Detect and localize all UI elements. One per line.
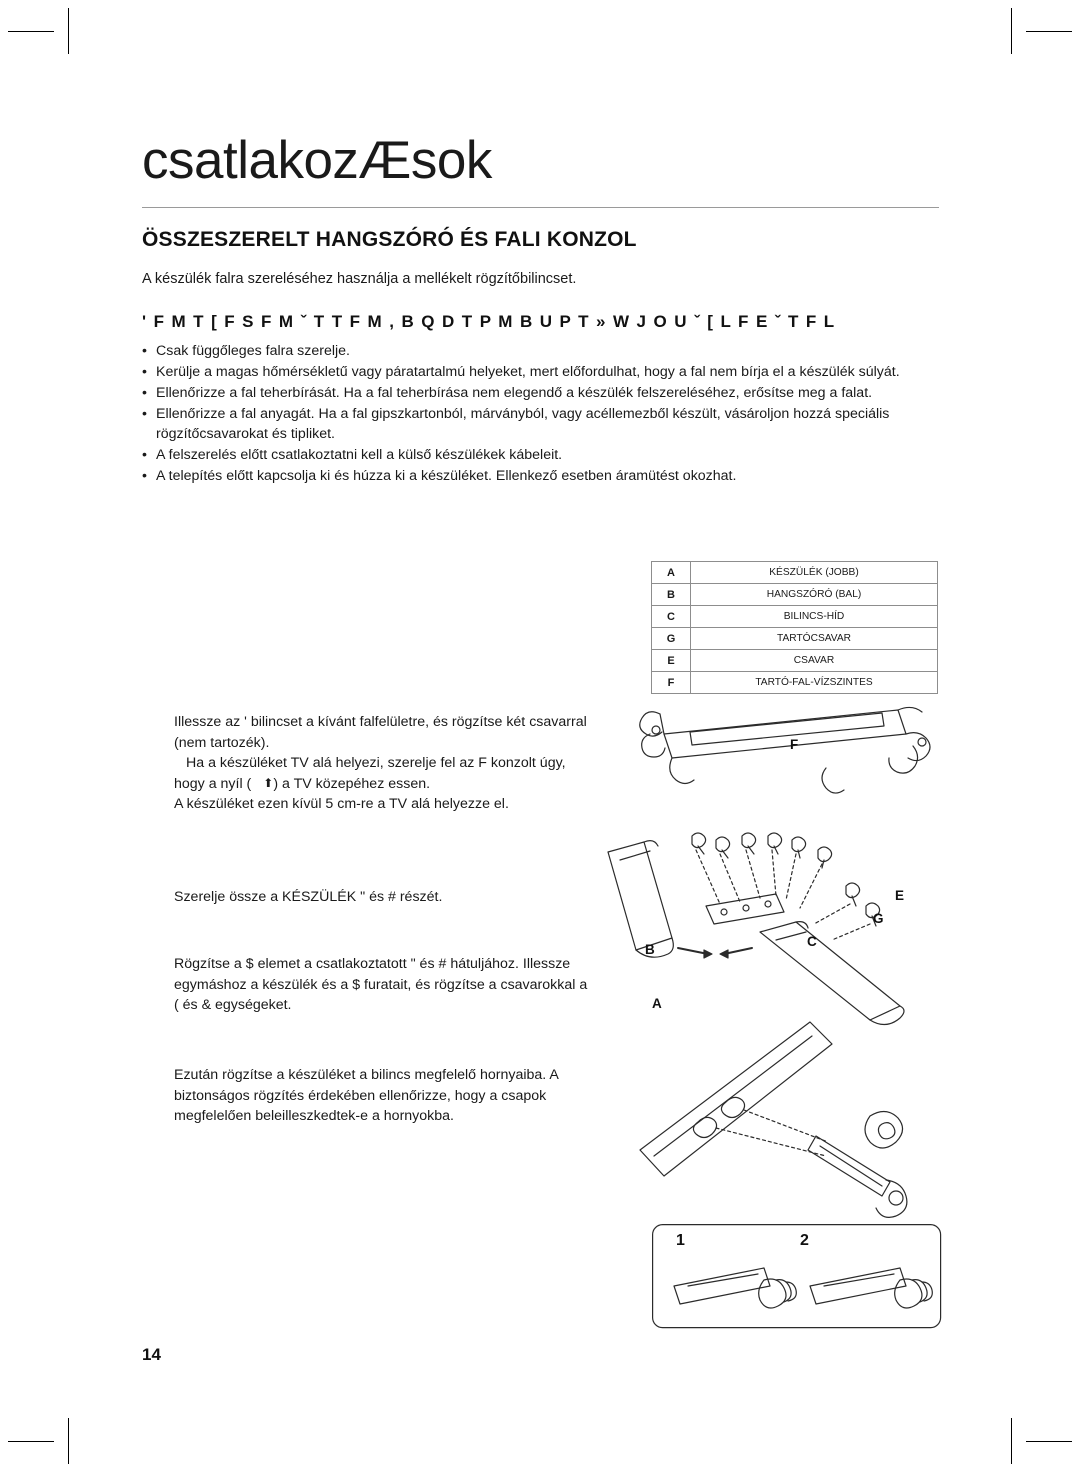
legend-value: CSAVAR xyxy=(691,650,938,672)
list-item: • A felszerelés előtt csatlakoztatni kell a külső készülékek kábeleit. xyxy=(142,445,942,465)
instruction-step-3: Rögzítse a $ elemet a csatlakoztatott " és # hátuljához. Illessze egymáshoz a készülék és a $ furatait, és rögzítse a csavarokkal a ( és & egységeket. xyxy=(174,956,588,1013)
legend-key: E xyxy=(652,650,691,672)
page-number: 14 xyxy=(142,1345,161,1364)
instruction-step-1-line3: A készüléket ezen kívül 5 cm-re a TV alá helyezze el. xyxy=(174,796,509,812)
arrow-up-icon: ⬆ xyxy=(263,775,274,790)
table-row xyxy=(652,650,938,672)
legend-key: C xyxy=(652,606,691,628)
list-item: • Ellenőrizze a fal anyagát. Ha a fal gipszkartonból, márványból, vagy acéllemezből készült, vásároljon hozzá speciális rögzítőcsavarokat és tipliket. xyxy=(142,404,942,444)
instruction-step-1-line2 xyxy=(174,753,594,794)
legend-key: B xyxy=(652,584,691,606)
list-item: • Csak függőleges falra szerelje. xyxy=(142,341,942,361)
title-divider xyxy=(142,207,939,208)
figure-speaker-assembly xyxy=(600,820,940,1040)
figure-label-a: A xyxy=(652,996,662,1011)
sub-heading: ' F M T [ F S F M ˇ T T F M , B Q D T P M B U P T » W J O U ˇ [ L F E ˇ T F L xyxy=(142,312,836,331)
crop-mark-bottom-left-h xyxy=(8,1441,54,1442)
instruction-step-1-line2-tail: ) a TV közepéhez essen. xyxy=(273,775,431,792)
table-row xyxy=(652,606,938,628)
page-title: csatlakozÆsok xyxy=(142,131,492,190)
crop-mark-top-right-v xyxy=(1011,8,1012,54)
table-row xyxy=(652,562,938,584)
list-item: • A telepítés előtt kapcsolja ki és húzza ki a készüléket. Ellenkező esetben áramütést okozhat. xyxy=(142,466,942,486)
crop-mark-top-left-v xyxy=(68,8,69,54)
section-title: ÖSSZESZERELT HANGSZÓRÓ ÉS FALI KONZOL xyxy=(142,228,637,251)
crop-mark-bottom-right-v xyxy=(1011,1418,1012,1464)
crop-mark-bottom-right-h xyxy=(1026,1441,1072,1442)
precautions-list xyxy=(142,341,942,487)
crop-mark-bottom-left-v xyxy=(68,1418,69,1464)
legend-value: BILINCS-HÍD xyxy=(691,606,938,628)
figure-label-e: E xyxy=(895,888,905,903)
legend-key: G xyxy=(652,628,691,650)
instruction-step-2: Szerelje össze a KÉSZÜLÉK " és # részét. xyxy=(174,889,443,905)
crop-mark-top-left-h xyxy=(8,31,54,32)
legend-key: F xyxy=(652,672,691,694)
legend-value: HANGSZÓRÓ (BAL) xyxy=(691,584,938,606)
legend-value: TARTÓ-FAL-VÍZSZINTES xyxy=(691,672,938,694)
table-row xyxy=(652,584,938,606)
figure-mounting-detail xyxy=(620,1010,950,1240)
figure-label-g: G xyxy=(873,911,884,926)
instruction-step-1-line1: Illessze az ' bilincset a kívánt falfelületre, és rögzítse két csavarral (nem tartozék). xyxy=(174,714,587,751)
figure-label-b: B xyxy=(645,942,655,957)
table-row xyxy=(652,628,938,650)
section-intro-text: A készülék falra szereléséhez használja a mellékelt rögzítőbilincset. xyxy=(142,271,577,287)
list-item: • Kerülje a magas hőmérsékletű vagy páratartalmú helyeket, mert előfordulhat, hogy a fal nem bírja el a készülék súlyát. xyxy=(142,362,942,382)
figure-label-f: F xyxy=(790,737,799,752)
legend-key: A xyxy=(652,562,691,584)
instruction-step-1 xyxy=(174,712,594,815)
figure-label-c: C xyxy=(807,934,817,949)
instruction-step-4: Ezután rögzítse a készüléket a bilincs megfelelő hornyaiba. A biztonságos rögzítés érdekében ellenőrizze, hogy a csapok megfelelően beleilleszkedtek-e a hornyokba. xyxy=(174,1067,559,1124)
instruction-step-1-line2-head: Ha a készüléket TV alá helyezi, szerelje fel az F konzolt úgy, hogy a nyíl ( xyxy=(174,755,566,792)
figure-slot-detail-box xyxy=(652,1224,942,1329)
figure-label-2: 2 xyxy=(800,1232,809,1249)
legend-value: KÉSZÜLÉK (JOBB) xyxy=(691,562,938,584)
crop-mark-top-right-h xyxy=(1026,31,1072,32)
figure-label-1: 1 xyxy=(676,1232,685,1249)
list-item: • Ellenőrizze a fal teherbírását. Ha a fal teherbírása nem elegendő a készülék felszereléséhez, erősítse meg a falat. xyxy=(142,383,942,403)
legend-value: TARTÓCSAVAR xyxy=(691,628,938,650)
figure-wall-bracket xyxy=(630,690,950,830)
parts-legend-table xyxy=(651,561,938,694)
